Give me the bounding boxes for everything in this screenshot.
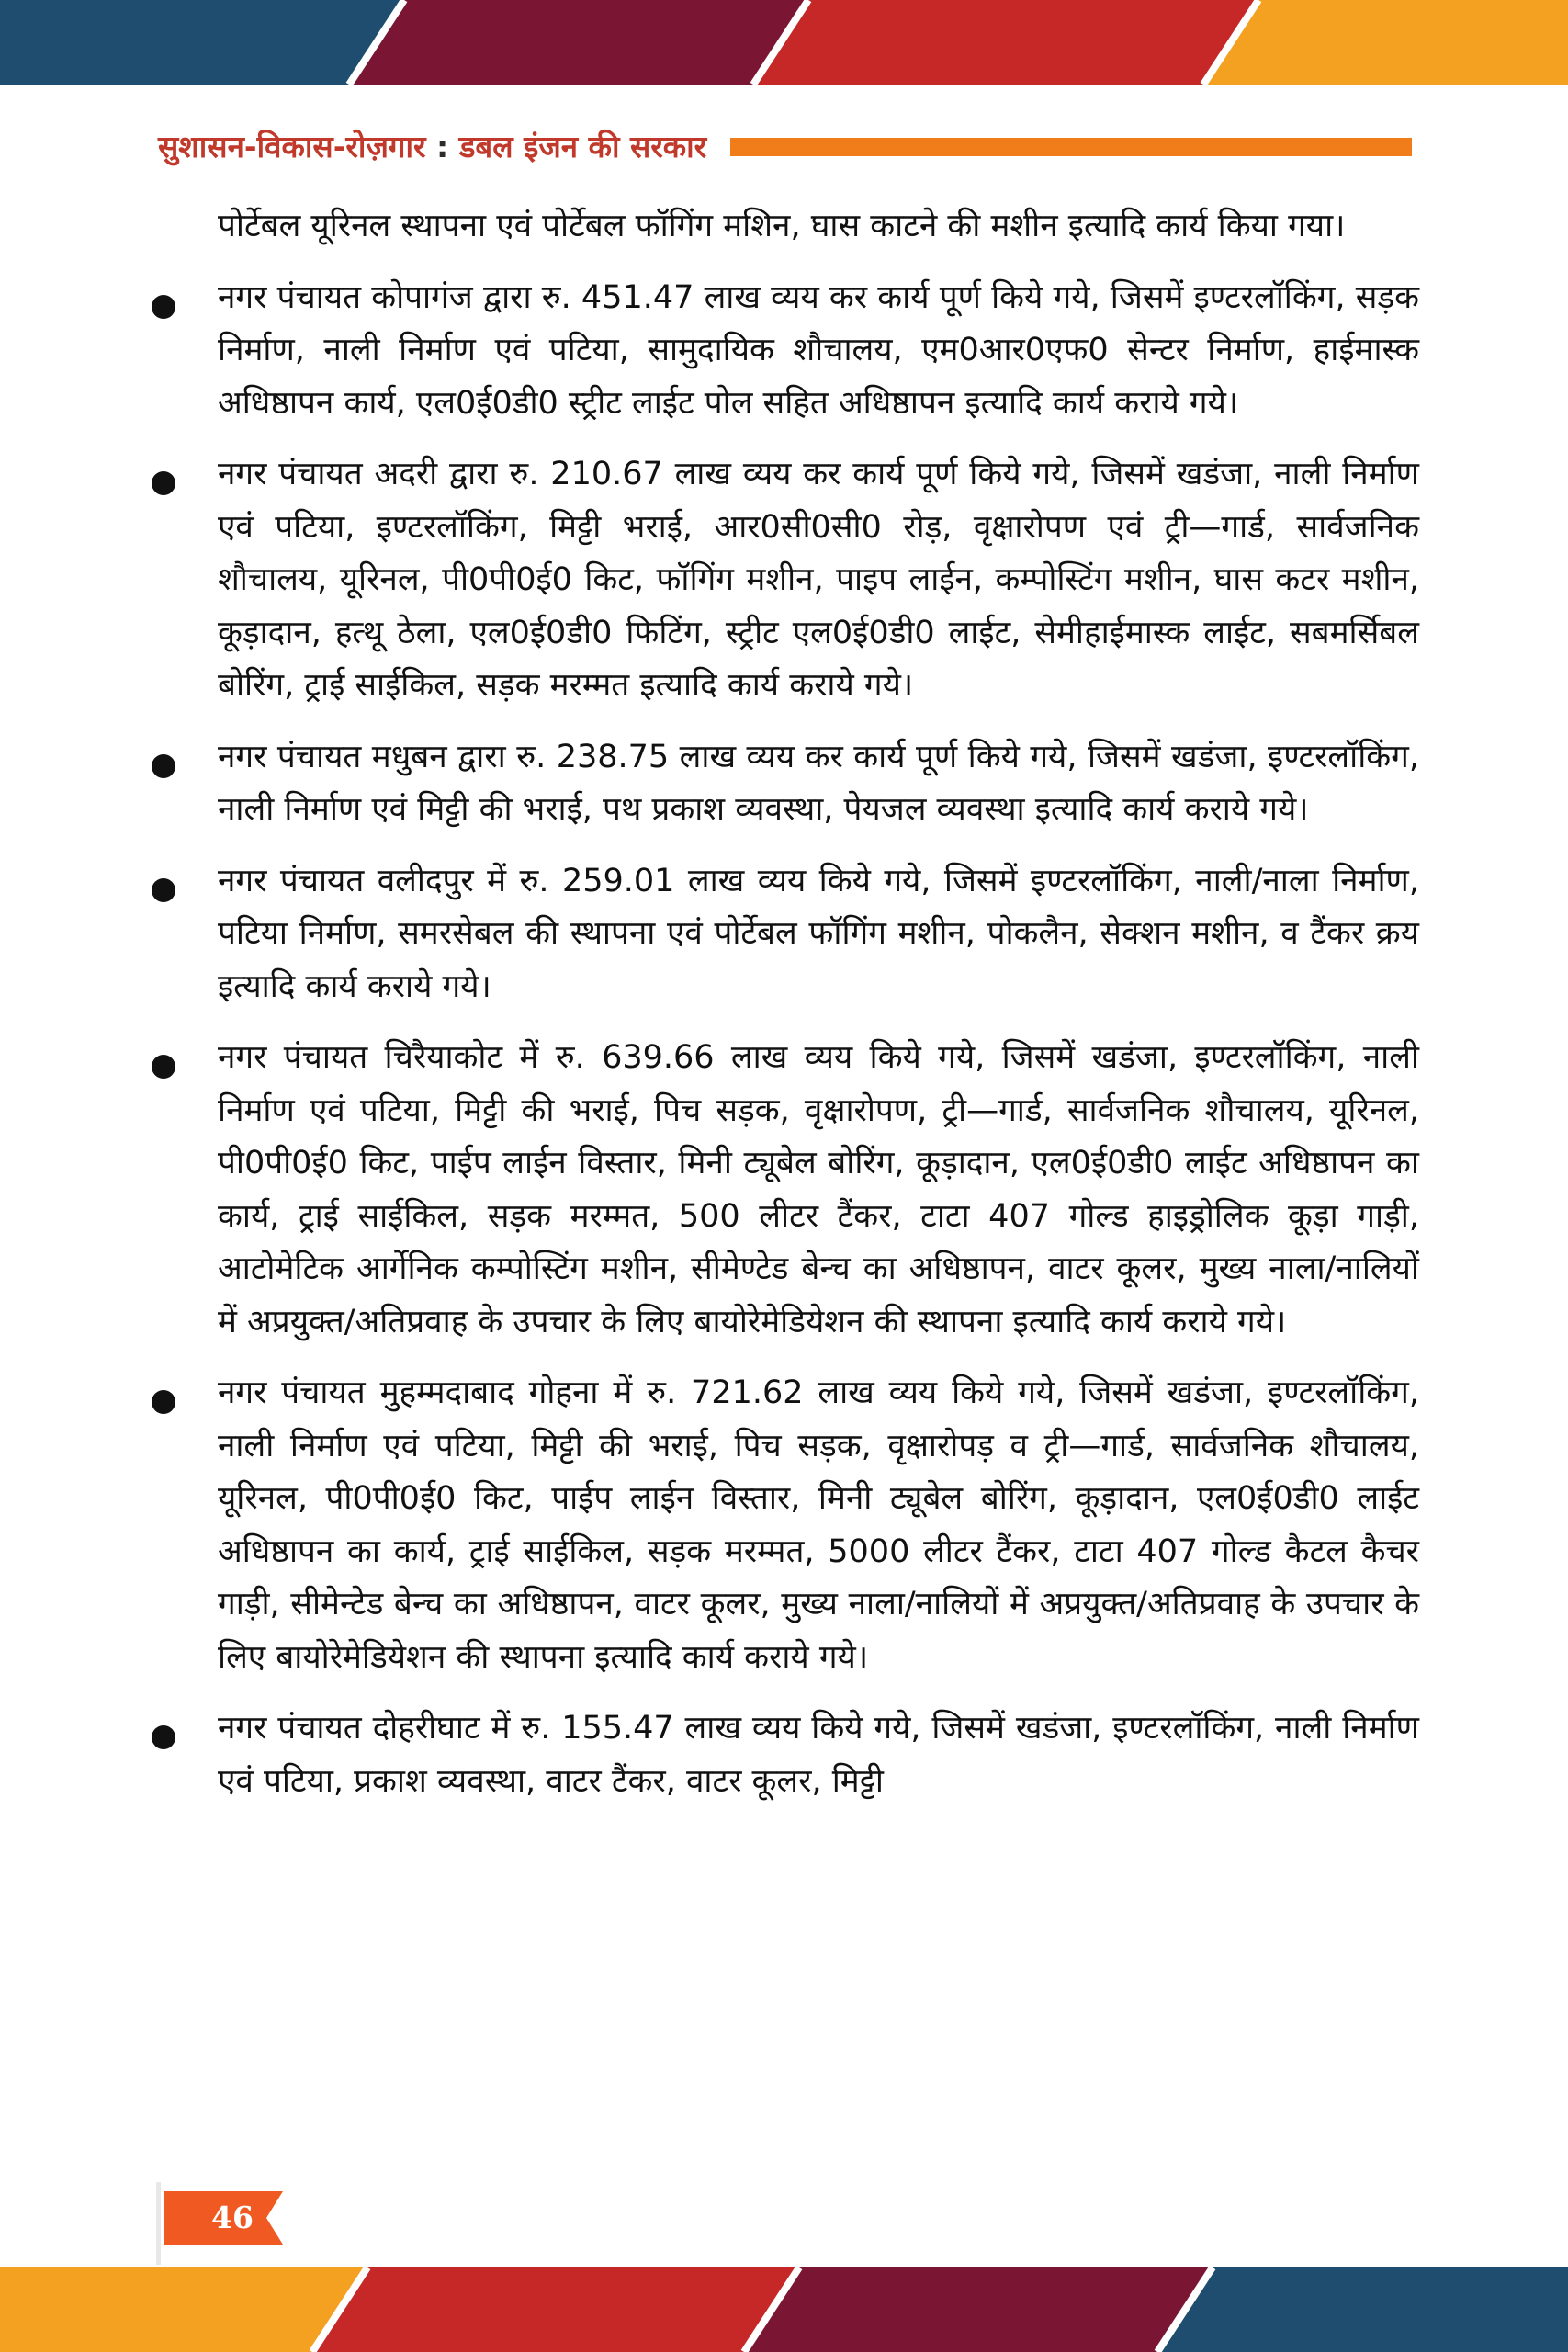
page-number-stripe — [156, 2182, 161, 2265]
bullet-item-validpur — [152, 855, 1419, 1014]
bullet-dot-icon — [152, 754, 175, 778]
bullet-dot-icon — [152, 1725, 175, 1749]
paragraph-text: पोर्टेबल यूरिनल स्थापना एवं पोर्टेबल फॉगिंग मशिन, घास काटने की मशीन इत्यादि कार्य किया गया। — [218, 208, 1346, 244]
banner-red-band — [312, 2267, 799, 2352]
bullet-item-kopaganj — [152, 272, 1419, 431]
bullet-dot-icon — [152, 1055, 175, 1079]
bullet-item-muhammadabad-gohna — [152, 1367, 1419, 1684]
paragraph-continuation — [152, 200, 1419, 254]
header-accent-rule — [730, 138, 1412, 156]
bullet-text: नगर पंचायत कोपागंज द्वारा रु. 451.47 लाख व्यय कर कार्य पूर्ण किये गये, जिसमें इण्टरलॉकिंग, सड़क निर्माण, नाली निर्माण एवं पटिया, सामुदायिक शौचालय, एम0आर0एफ0 सेन्टर निर्माण, हाईमास्क अधिष्ठापन कार्य, एल0ई0डी0 स्ट्रीट लाईट पोल सहित अधिष्ठापन इत्यादि कार्य कराये गये। — [218, 278, 1419, 422]
bottom-banner — [0, 2267, 1568, 2352]
bullet-item-madhuban — [152, 731, 1419, 837]
bullet-text: नगर पंचायत वलीदपुर में रु. 259.01 लाख व्यय किये गये, जिसमें इण्टरलॉकिंग, नाली/नाला निर्माण, पटिया निर्माण, समरसेबल की स्थापना एवं पोर्टेबल फॉगिंग मशीन, पोकलैन, सेक्शन मशीन, व टैंकर क्रय इत्यादि कार्य कराये गये। — [218, 862, 1419, 1005]
banner-orange-band — [1203, 0, 1568, 85]
document-body — [152, 200, 1419, 1826]
header-title-part2: डबल इंजन की सरकार — [458, 129, 707, 164]
bullet-text: नगर पंचायत अदरी द्वारा रु. 210.67 लाख व्यय कर कार्य पूर्ण किये गये, जिसमें खडंजा, नाली निर्माण एवं पटिया, इण्टरलॉकिंग, मिट्टी भराई, आर0सी0सी0 रोड़, वृक्षारोपण एवं ट्री—गार्ड, सार्वजनिक शौचालय, यूरिनल, पी0पी0ई0 किट, फॉगिंग मशीन, पाइप लाईन, कम्पोस्टिंग मशीन, घास कटर मशीन, कूड़ादान, हत्थू ठेला, एल0ई0डी0 फिटिंग, स्ट्रीट एल0ई0डी0 लाईट, सेमीहाईमास्क लाईट, सबमर्सिबल बोरिंग, ट्राई साईकिल, सड़क मरम्मत इत्यादि कार्य कराये गये। — [218, 456, 1419, 704]
banner-red-band — [753, 0, 1258, 85]
bullet-item-dohrighat — [152, 1702, 1419, 1808]
bullet-text: नगर पंचायत दोहरीघाट में रु. 155.47 लाख व्यय किये गये, जिसमें खडंजा, इण्टरलॉकिंग, नाली निर्माण एवं पटिया, प्रकाश व्यवस्था, वाटर टैंकर, वाटर कूलर, मिट्टी — [218, 1710, 1419, 1800]
header-title-part1: सुशासन-विकास-रोज़गार — [158, 129, 426, 164]
bullet-dot-icon — [152, 1390, 175, 1414]
banner-navy-band — [0, 0, 404, 85]
bullet-dot-icon — [152, 295, 175, 319]
banner-orange-band — [0, 2267, 367, 2352]
bullet-text: नगर पंचायत मधुबन द्वारा रु. 238.75 लाख व्यय कर कार्य पूर्ण किये गये, जिसमें खडंजा, इण्टरलॉकिंग, नाली निर्माण एवं मिट्टी की भराई, पथ प्रकाश व्यवस्था, पेयजल व्यवस्था इत्यादि कार्य कराये गये। — [218, 738, 1419, 828]
banner-maroon-band — [349, 0, 808, 85]
banner-maroon-band — [744, 2267, 1213, 2352]
page-number-badge — [156, 2191, 285, 2246]
bullet-text: नगर पंचायत चिरैयाकोट में रु. 639.66 लाख व्यय किये गये, जिसमें खडंजा, इण्टरलॉकिंग, नाली निर्माण एवं पटिया, मिट्टी की भराई, पिच सड़क, वृक्षारोपण, ट्री—गार्ड, सार्वजनिक शौचालय, यूरिनल, पी0पी0ई0 किट, पाईप लाईन विस्तार, मिनी ट्यूबेल बोरिंग, कूड़ादान, एल0ई0डी0 लाईट अधिष्ठापन का कार्य, ट्राई साईकिल, सड़क मरम्मत, 500 लीटर टैंकर, टाटा 407 गोल्ड हाइड्रोलिक कूड़ा गाड़ी, आटोमेटिक आर्गेनिक कम्पोस्टिंग मशीन, सीमेण्टेड बेन्च का अधिष्ठापन, वाटर कूलर, मुख्य नाला/नालियों में अप्रयुक्त/अतिप्रवाह के उपचार के लिए बायोरेमेडियेशन की स्थापना इत्यादि कार्य कराये गये। — [218, 1039, 1419, 1340]
top-banner — [0, 0, 1568, 85]
bullet-item-adari — [152, 448, 1419, 713]
page-header-title — [158, 125, 706, 166]
bullet-text: नगर पंचायत मुहम्मदाबाद गोहना में रु. 721.62 लाख व्यय किये गये, जिसमें खडंजा, इण्टरलॉकिंग, नाली निर्माण एवं पटिया, मिट्टी की भराई, पिच सड़क, वृक्षारोपड़ व ट्री—गार्ड, सार्वजनिक शौचालय, यूरिनल, पी0पी0ई0 किट, पाईप लाईन विस्तार, मिनी ट्यूबेल बोरिंग, कूड़ादान, एल0ई0डी0 लाईट अधिष्ठापन का कार्य, ट्राई साईकिल, सड़क मरम्मत, 5000 लीटर टैंकर, टाटा 407 गोल्ड कैटल कैचर गाड़ी, सीमेन्टेड बेन्च का अधिष्ठापन, वाटर कूलर, मुख्य नाला/नालियों में अप्रयुक्त/अतिप्रवाह के उपचार के लिए बायोरेमेडियेशन की स्थापना इत्यादि कार्य कराये गये। — [218, 1374, 1420, 1676]
page-number: 46 — [211, 2199, 254, 2235]
header-title-separator: : — [425, 129, 459, 164]
bullet-dot-icon — [152, 878, 175, 902]
bullet-dot-icon — [152, 471, 175, 495]
banner-navy-band — [1157, 2267, 1568, 2352]
bullet-item-chiraiyakot — [152, 1032, 1419, 1349]
